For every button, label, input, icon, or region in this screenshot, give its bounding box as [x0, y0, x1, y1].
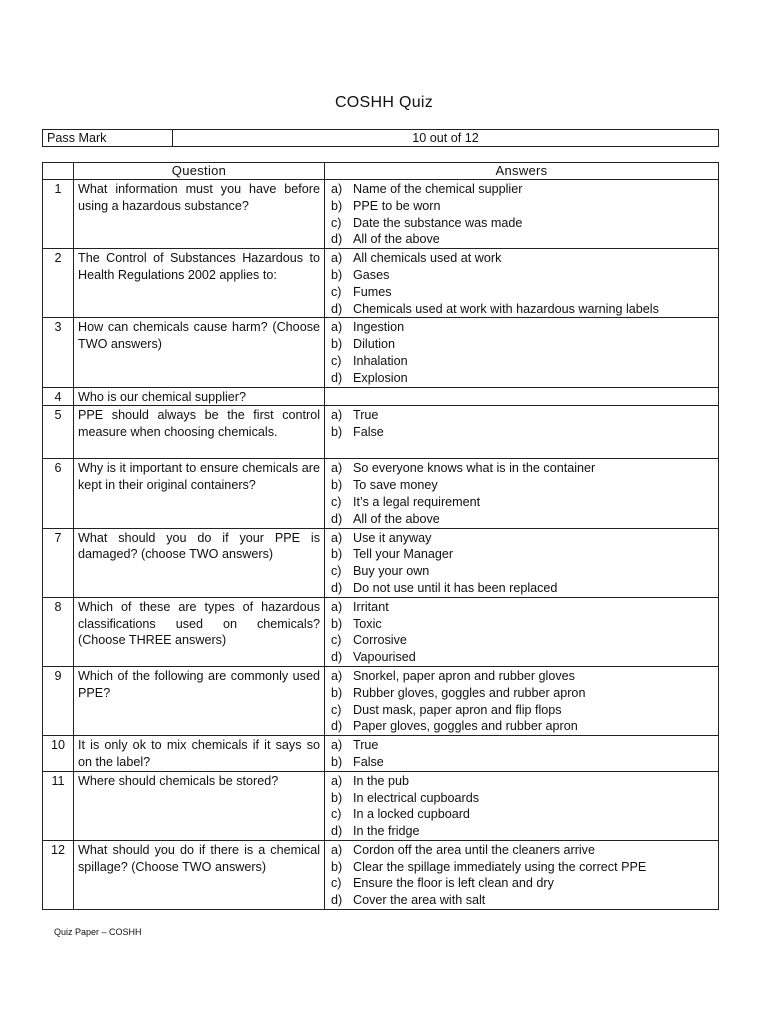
answer-option: [331, 859, 714, 876]
question-number: 5: [43, 406, 74, 459]
option-text: So everyone knows what is in the container: [353, 461, 596, 476]
question-number: 1: [43, 180, 74, 249]
quiz-table: [42, 162, 719, 910]
answer-option: [331, 649, 714, 666]
answer-option: [331, 580, 714, 597]
option-letter: d): [331, 232, 343, 247]
answer-option: [331, 181, 714, 198]
question-header: Question: [74, 163, 325, 180]
question-number: 4: [43, 387, 74, 406]
option-text: PPE to be worn: [353, 198, 441, 213]
pass-mark-value: 10 out of 12: [173, 130, 719, 147]
question-row: [43, 406, 719, 459]
option-letter: a): [331, 461, 343, 476]
answer-option: [331, 632, 714, 649]
answer-option: [331, 875, 714, 892]
option-letter: c): [331, 564, 342, 579]
option-text: Use it anyway: [353, 530, 432, 545]
answer-options: [325, 771, 719, 840]
option-text: False: [353, 425, 384, 440]
option-text: Corrosive: [353, 633, 407, 648]
option-text: Do not use until it has been replaced: [353, 580, 558, 595]
answer-option: [331, 407, 714, 424]
question-text: Which of these are types of hazardous classifications used on chemicals? (Choose THREE answers): [74, 597, 325, 666]
answer-option: [331, 319, 714, 336]
answer-option: [331, 806, 714, 823]
question-row: [43, 736, 719, 772]
answer-option: [331, 231, 714, 248]
answer-option: [331, 511, 714, 528]
answer-option: [331, 284, 714, 301]
question-text: What should you do if there is a chemical spillage? (Choose TWO answers): [74, 840, 325, 909]
answer-option: [331, 842, 714, 859]
answer-option: [331, 250, 714, 267]
option-letter: a): [331, 182, 343, 196]
answer-option: [331, 424, 714, 441]
option-letter: d): [331, 824, 343, 839]
option-text: All of the above: [353, 232, 440, 247]
answer-options: [325, 840, 719, 909]
answer-option: [331, 198, 714, 215]
option-letter: c): [331, 494, 342, 509]
option-letter: d): [331, 650, 343, 665]
answer-option: [331, 530, 714, 547]
answer-options: [325, 459, 719, 528]
option-text: Paper gloves, goggles and rubber apron: [353, 719, 578, 734]
option-text: True: [353, 738, 379, 753]
option-letter: b): [331, 859, 343, 874]
option-letter: b): [331, 425, 343, 440]
answer-option: [331, 353, 714, 370]
footer: Quiz Paper – COSHH: [54, 927, 142, 937]
option-text: Rubber gloves, goggles and rubber apron: [353, 685, 586, 700]
answer-option: [331, 702, 714, 719]
question-number: 3: [43, 318, 74, 387]
question-row: [43, 387, 719, 406]
question-number: 9: [43, 666, 74, 735]
answer-option: [331, 773, 714, 790]
question-number: 7: [43, 528, 74, 597]
option-letter: a): [331, 842, 343, 857]
question-text: Where should chemicals be stored?: [74, 771, 325, 840]
option-letter: c): [331, 215, 342, 230]
option-text: Cover the area with salt: [353, 893, 486, 908]
answer-option: [331, 685, 714, 702]
option-text: Clear the spillage immediately using the correct PPE: [353, 859, 647, 874]
option-letter: c): [331, 702, 342, 717]
option-letter: d): [331, 370, 343, 385]
answers-header: Answers: [325, 163, 719, 180]
question-row: [43, 180, 719, 249]
option-text: Fumes: [353, 284, 392, 299]
option-text: Irritant: [353, 599, 389, 614]
option-letter: b): [331, 267, 343, 282]
option-text: Buy your own: [353, 564, 430, 579]
option-letter: b): [331, 616, 343, 631]
question-text: The Control of Substances Hazardous to Health Regulations 2002 applies to:: [74, 249, 325, 318]
answer-option: [331, 546, 714, 563]
question-row: [43, 597, 719, 666]
answer-option: [331, 460, 714, 477]
option-text: Tell your Manager: [353, 547, 454, 562]
option-text: Toxic: [353, 616, 382, 631]
option-text: In the pub: [353, 773, 410, 788]
option-text: Chemicals used at work with hazardous warning labels: [353, 301, 659, 316]
option-text: Ensure the floor is left clean and dry: [353, 876, 554, 891]
option-text: Snorkel, paper apron and rubber gloves: [353, 668, 575, 683]
option-letter: a): [331, 320, 343, 335]
question-text: Who is our chemical supplier?: [74, 387, 325, 406]
question-row: [43, 528, 719, 597]
option-letter: d): [331, 511, 343, 526]
option-letter: a): [331, 668, 343, 683]
pass-mark-label: Pass Mark: [43, 130, 173, 147]
option-text: Vapourised: [353, 650, 416, 665]
page-title: COSHH Quiz: [334, 94, 434, 111]
option-text: Name of the chemical supplier: [353, 182, 523, 196]
question-row: [43, 840, 719, 909]
option-text: Explosion: [353, 370, 408, 385]
option-text: Dilution: [353, 337, 395, 352]
answer-option: [331, 737, 714, 754]
answer-options: [325, 528, 719, 597]
answer-option: [331, 301, 714, 318]
question-number: 12: [43, 840, 74, 909]
option-letter: b): [331, 337, 343, 352]
answer-option: [331, 790, 714, 807]
question-number: 8: [43, 597, 74, 666]
answer-options: [325, 180, 719, 249]
answer-option: [331, 823, 714, 840]
answer-options: [325, 387, 719, 406]
question-row: [43, 459, 719, 528]
answer-options: [325, 318, 719, 387]
answer-option: [331, 668, 714, 685]
option-text: True: [353, 408, 379, 423]
answer-option: [331, 215, 714, 232]
header-row: [43, 163, 719, 180]
answer-options: [325, 597, 719, 666]
option-letter: c): [331, 284, 342, 299]
option-letter: a): [331, 738, 343, 753]
option-letter: b): [331, 790, 343, 805]
question-number: 2: [43, 249, 74, 318]
answer-option: [331, 370, 714, 387]
answer-options: [325, 406, 719, 459]
option-text: All chemicals used at work: [353, 251, 502, 266]
answer-option: [331, 563, 714, 580]
option-letter: d): [331, 719, 343, 734]
question-number: 6: [43, 459, 74, 528]
option-letter: b): [331, 478, 343, 493]
option-letter: d): [331, 301, 343, 316]
option-letter: c): [331, 807, 342, 822]
option-text: To save money: [353, 478, 438, 493]
answer-options: [325, 736, 719, 772]
answer-option: [331, 477, 714, 494]
question-text: It is only ok to mix chemicals if it says so on the label?: [74, 736, 325, 772]
option-letter: c): [331, 353, 342, 368]
option-letter: b): [331, 754, 343, 769]
question-number: 10: [43, 736, 74, 772]
option-text: Inhalation: [353, 353, 408, 368]
option-text: In electrical cupboards: [353, 790, 480, 805]
option-letter: a): [331, 251, 343, 266]
option-letter: a): [331, 599, 343, 614]
option-text: All of the above: [353, 511, 440, 526]
option-letter: b): [331, 685, 343, 700]
option-text: False: [353, 754, 384, 769]
option-letter: d): [331, 893, 343, 908]
option-text: It’s a legal requirement: [353, 494, 481, 509]
answer-option: [331, 599, 714, 616]
option-letter: b): [331, 547, 343, 562]
answer-options: [325, 249, 719, 318]
answer-option: [331, 718, 714, 735]
question-text: What should you do if your PPE is damaged? (choose TWO answers): [74, 528, 325, 597]
answer-option: [331, 494, 714, 511]
option-letter: a): [331, 408, 343, 423]
option-text: Date the substance was made: [353, 215, 523, 230]
question-text: Which of the following are commonly used PPE?: [74, 666, 325, 735]
question-number: 11: [43, 771, 74, 840]
option-letter: b): [331, 198, 343, 213]
answer-option: [331, 754, 714, 771]
pass-mark-table: [42, 129, 719, 147]
question-row: [43, 249, 719, 318]
question-text: PPE should always be the first control measure when choosing chemicals.: [74, 406, 325, 459]
answer-option: [331, 616, 714, 633]
question-text: Why is it important to ensure chemicals are kept in their original containers?: [74, 459, 325, 528]
option-text: In a locked cupboard: [353, 807, 470, 822]
option-letter: c): [331, 633, 342, 648]
answer-options: [325, 666, 719, 735]
option-text: In the fridge: [353, 824, 420, 839]
option-letter: c): [331, 876, 342, 891]
option-text: Dust mask, paper apron and flip flops: [353, 702, 562, 717]
answer-option: [331, 267, 714, 284]
question-row: [43, 318, 719, 387]
option-letter: a): [331, 530, 343, 545]
answer-option: [331, 336, 714, 353]
option-text: Cordon off the area until the cleaners arrive: [353, 842, 595, 857]
question-text: What information must you have before using a hazardous substance?: [74, 180, 325, 249]
option-letter: a): [331, 773, 343, 788]
question-row: [43, 666, 719, 735]
option-text: Ingestion: [353, 320, 405, 335]
option-letter: d): [331, 580, 343, 595]
option-text: Gases: [353, 267, 390, 282]
question-text: How can chemicals cause harm? (Choose TWO answers): [74, 318, 325, 387]
answer-option: [331, 892, 714, 909]
question-row: [43, 771, 719, 840]
